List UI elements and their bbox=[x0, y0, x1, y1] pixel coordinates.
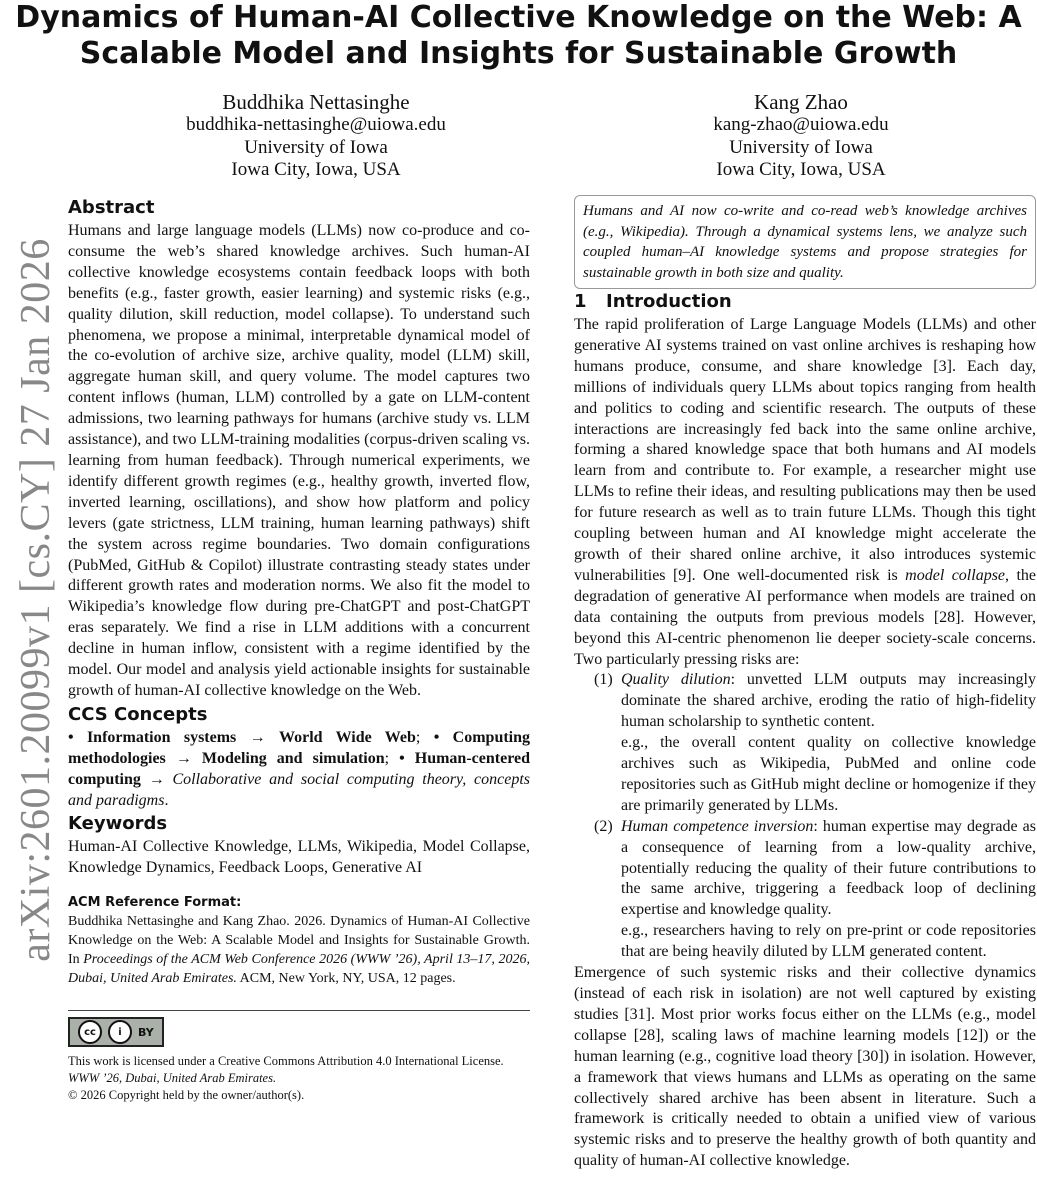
ccs-item: Modeling and simulation bbox=[201, 749, 385, 767]
intro-text: , the degradation of generative AI performance when models are trained on data containing the outputs from previous models [28]. However, beyond this AI-centric phenomenon lie deeper society-scale concerns. Two particularly pressing risks are: bbox=[574, 566, 1037, 668]
risk-label: (1) bbox=[594, 671, 613, 689]
right-column bbox=[574, 195, 1036, 1172]
abstract-heading: Abstract bbox=[68, 197, 155, 218]
risk-list bbox=[574, 670, 1036, 963]
person-icon: i bbox=[108, 1020, 132, 1044]
abstract-text: Humans and large language models (LLMs) now co-produce and co-consume the web’s shared knowledge archives. Such human-AI collective knowledge ecosystems contain feedback loops with both benefits (e.g., faster growth, easier learning) and systemic risks (e.g., quality dilution, skill reduction, model collapse). To understand such phenomena, we propose a minimal, interpretable dynamical model of the co-evolution of archive size, archive quality, model (LLM) skill, aggregate human skill, and query volume. The model captures two content inflows (human, LLM) controlled by a gate on LLM-content admissions, two learning pathways for humans (archive study vs. LLM assistance), and two LLM-training modalities (corpus-driven scaling vs. learning from human feedback). Through numerical experiments, we identify different growth regimes (e.g., healthy growth, inverted flow, inverted learning, oscillations), and show how platform and policy levers (gate strictness, LLM training, human learning pathways) shift the system across regime boundaries. Two domain configurations (PubMed, GitHub & Copilot) illustrate contrasting steady states under different growth rates and moderation norms. We also fit the model to Wikipedia’s knowledge flow during pre-ChatGPT and post-ChatGPT eras separately. We find a rise in LLM additions with a concurrent decline in human inflow, consistent with a regime identified by the model. Our model and analysis yield actionable insights for sustainable growth of human-AI collective knowledge on the Web. bbox=[68, 222, 530, 699]
risk-item bbox=[574, 670, 1036, 816]
author-location: Iowa City, Iowa, USA bbox=[716, 159, 886, 180]
keywords-text: Human-AI Collective Knowledge, LLMs, Wikipedia, Model Collapse, Knowledge Dynamics, Feedback Loops, Generative AI bbox=[68, 838, 530, 877]
keywords-heading: Keywords bbox=[68, 813, 168, 835]
author-name: Kang Zhao bbox=[754, 90, 848, 114]
license-venue: WWW ’26, Dubai, United Arab Emirates. bbox=[68, 1071, 277, 1086]
author-block-2 bbox=[621, 90, 981, 182]
risk-text: : human expertise may degrade as a consequence of learning from a low-quality archive, potentially reducing the quality of their future contributions to the same archive, triggering a feedback loop of declining expertise and knowledge quality. bbox=[621, 817, 1037, 919]
author-affiliation: University of Iowa bbox=[729, 136, 873, 158]
risk-title: Quality dilution bbox=[621, 671, 731, 689]
ccs-arrow: → bbox=[236, 728, 279, 746]
introduction-heading bbox=[574, 289, 1036, 315]
title-line-1: Dynamics of Human-AI Collective Knowledge on the Web: A bbox=[15, 0, 1022, 35]
ccs-separator: ; bbox=[384, 749, 400, 767]
risk-title: Human competence inversion bbox=[621, 817, 814, 835]
ccs-item: • Computing methodologies bbox=[68, 728, 531, 767]
copyright-line: © 2026 Copyright held by the owner/author(s). bbox=[68, 1088, 305, 1103]
ccs-end: . bbox=[164, 791, 169, 809]
reference-format-text bbox=[68, 912, 530, 988]
paper-title bbox=[0, 0, 1037, 72]
section-number: 1 bbox=[574, 291, 587, 312]
risk-text: : unvetted LLM outputs may increasingly dominate the shared archive, eroding the ratio of high-fidelity human scholarship to synthetic content. bbox=[621, 671, 1037, 731]
reference-format-heading: ACM Reference Format: bbox=[68, 895, 242, 911]
arxiv-stamp[interactable]: arXiv:2601.20099v1 [cs.CY] 27 Jan 2026 bbox=[13, 238, 59, 962]
intro-text: The rapid proliferation of Large Language Models (LLMs) and other generative AI systems trained on vast online archives is reshaping how humans produce, consume, and share knowledge [3]. Each day, millions of individuals query LLMs about topics ranging from health and politics to coding and scientific research. The outputs of these interactions are increasingly fed back into the same online archive, forming a shared knowledge space that both humans and AI models learn from and contribute to. For example, a researcher might use LLMs to refine their ideas, and resulting publications may then be used for future research as well as to train future LLMs. Though this tight coupling between human and AI knowledge might accelerate the growth of their shared online archive, it also introduces systemic vulnerabilities [9]. One well-documented risk is bbox=[574, 316, 1036, 584]
by-label: BY bbox=[138, 1025, 154, 1039]
cc-icon: cc bbox=[78, 1020, 102, 1044]
author-name: Buddhika Nettasinghe bbox=[222, 90, 410, 114]
intro-paragraph-2: Emergence of such systemic risks and their collective dynamics (instead of each risk in isolation) are not well captured by existing studies [31]. Most prior works focus either on the LLMs (e.g., model collapse [28], scaling laws of machine learning models [12]) or the human learning (e.g., cognitive load theory [30]) in isolation. However, a framework that views humans and LLMs as operating on the same collectively shared archive has been absent in literature. Such a framework is critically needed to obtain a unified view of various systemic risks and to preserve the healthy growth of both quantity and quality of human-AI collective knowledge. bbox=[574, 964, 1036, 1170]
author-block-1 bbox=[136, 90, 496, 182]
ccs-item: World Wide Web bbox=[278, 728, 416, 746]
ccs-item: Collaborative and social computing theory, concepts and paradigms bbox=[68, 770, 530, 809]
ccs-arrow: → bbox=[140, 770, 173, 788]
intro-paragraph-1 bbox=[574, 315, 1036, 670]
title-line-2: Scalable Model and Insights for Sustainable Growth bbox=[79, 36, 958, 71]
ccs-arrow: → bbox=[165, 749, 202, 767]
author-affiliation: University of Iowa bbox=[244, 136, 388, 158]
license-block bbox=[68, 1010, 530, 1104]
author-location: Iowa City, Iowa, USA bbox=[231, 159, 401, 180]
author-email[interactable]: buddhika-nettasinghe@uiowa.edu bbox=[186, 114, 446, 135]
risk-example: e.g., researchers having to rely on pre-print or code repositories that are being heavily diluted by LLM generated content. bbox=[621, 922, 1036, 961]
risk-item bbox=[574, 817, 1036, 963]
intro-emphasis: model collapse bbox=[905, 566, 1006, 584]
reference-tail: ACM, New York, NY, USA, 12 pages. bbox=[236, 971, 456, 987]
teaser-box: Humans and AI now co-write and co-read web’s knowledge archives (e.g., Wikipedia). Through a dynamical systems lens, we analyze such coupled human–AI knowledge systems and propose strategies for sustainable growth in both size and quality. bbox=[574, 195, 1036, 289]
license-text bbox=[68, 1053, 530, 1104]
ccs-heading: CCS Concepts bbox=[68, 703, 208, 725]
reference-venue: Proceedings of the ACM Web Conference 2026 (WWW ’26), April 13–17, 2026, Dubai, United Arab Emirates. bbox=[68, 952, 530, 987]
license-line: This work is licensed under a Creative Commons Attribution 4.0 International License. bbox=[68, 1054, 504, 1069]
reference-plain: Buddhika Nettasinghe and Kang Zhao. 2026. Dynamics of Human-AI Collective Knowledge on the Web: A Scalable Model and Insights for Sustainable Growth. In bbox=[68, 914, 530, 968]
ccs-concepts bbox=[68, 728, 530, 812]
author-email[interactable]: kang-zhao@uiowa.edu bbox=[713, 114, 889, 135]
ccs-separator: ; bbox=[415, 728, 434, 746]
left-column bbox=[68, 195, 530, 1104]
risk-example: e.g., the overall content quality on collective knowledge archives such as Wikipedia, PubMed and online code repositories such as GitHub might decline or homogenize if they are primarily generated by LLMs. bbox=[621, 734, 1036, 814]
cc-by-badge[interactable] bbox=[68, 1017, 164, 1047]
section-title: Introduction bbox=[606, 291, 732, 312]
ccs-item: • Human-centered computing bbox=[68, 749, 531, 788]
ccs-item: • Information systems bbox=[68, 728, 237, 746]
risk-label: (2) bbox=[594, 817, 613, 835]
